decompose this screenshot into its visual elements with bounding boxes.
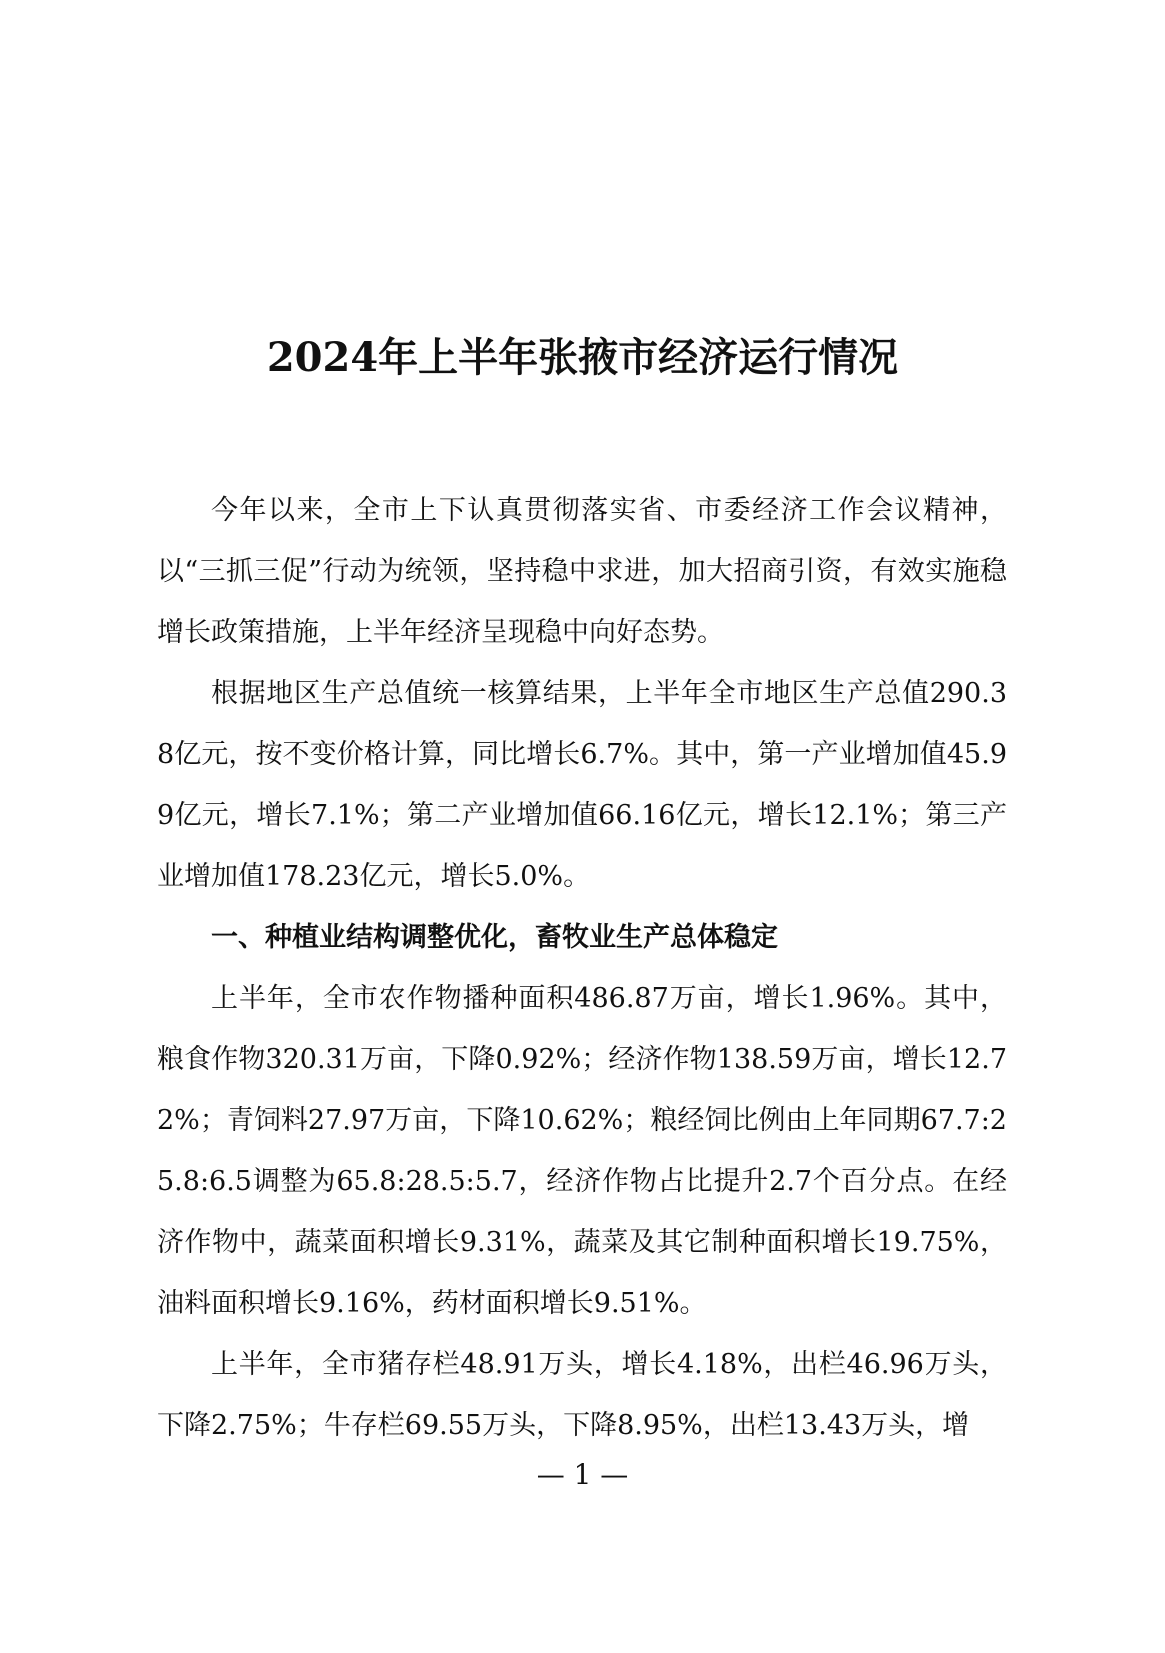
document-body xyxy=(157,480,1007,1456)
gdp-paragraph: 根据地区生产总值统一核算结果，上半年全市地区生产总值290.38亿元，按不变价格计算，同比增长6.7%。其中，第一产业增加值45.99亿元，增长7.1%；第二产业增加值66.16亿元，增长12.1%；第三产业增加值178.23亿元，增长5.0%。 xyxy=(157,678,1007,892)
document-title: 2024年上半年张掖市经济运行情况 xyxy=(266,334,899,381)
section-heading: 一、种植业结构调整优化，畜牧业生产总体稳定 xyxy=(211,922,778,953)
intro-paragraph: 今年以来，全市上下认真贯彻落实省、市委经济工作会议精神，以“三抓三促”行动为统领，坚持稳中求进，加大招商引资，有效实施稳增长政策措施，上半年经济呈现稳中向好态势。 xyxy=(157,495,1007,648)
crop-paragraph: 上半年，全市农作物播种面积486.87万亩，增长1.96%。其中，粮食作物320.31万亩，下降0.92%；经济作物138.59万亩，增长12.72%；青饲料27.97万亩，下降10.62%；粮经饲比例由上年同期67.7:25.8:6.5调整为65.8:28.5:5.7，经济作物占比提升2.7个百分点。在经济作物中，蔬菜面积增长9.31%，蔬菜及其它制种面积增长19.75%，油料面积增长9.16%，药材面积增长9.51%。 xyxy=(157,983,1007,1319)
livestock-paragraph: 上半年，全市猪存栏48.91万头，增长4.18%，出栏46.96万头，下降2.75%；牛存栏69.55万头，下降8.95%，出栏13.43万头，增 xyxy=(157,1349,1007,1441)
page-number: — 1 — xyxy=(536,1458,629,1491)
